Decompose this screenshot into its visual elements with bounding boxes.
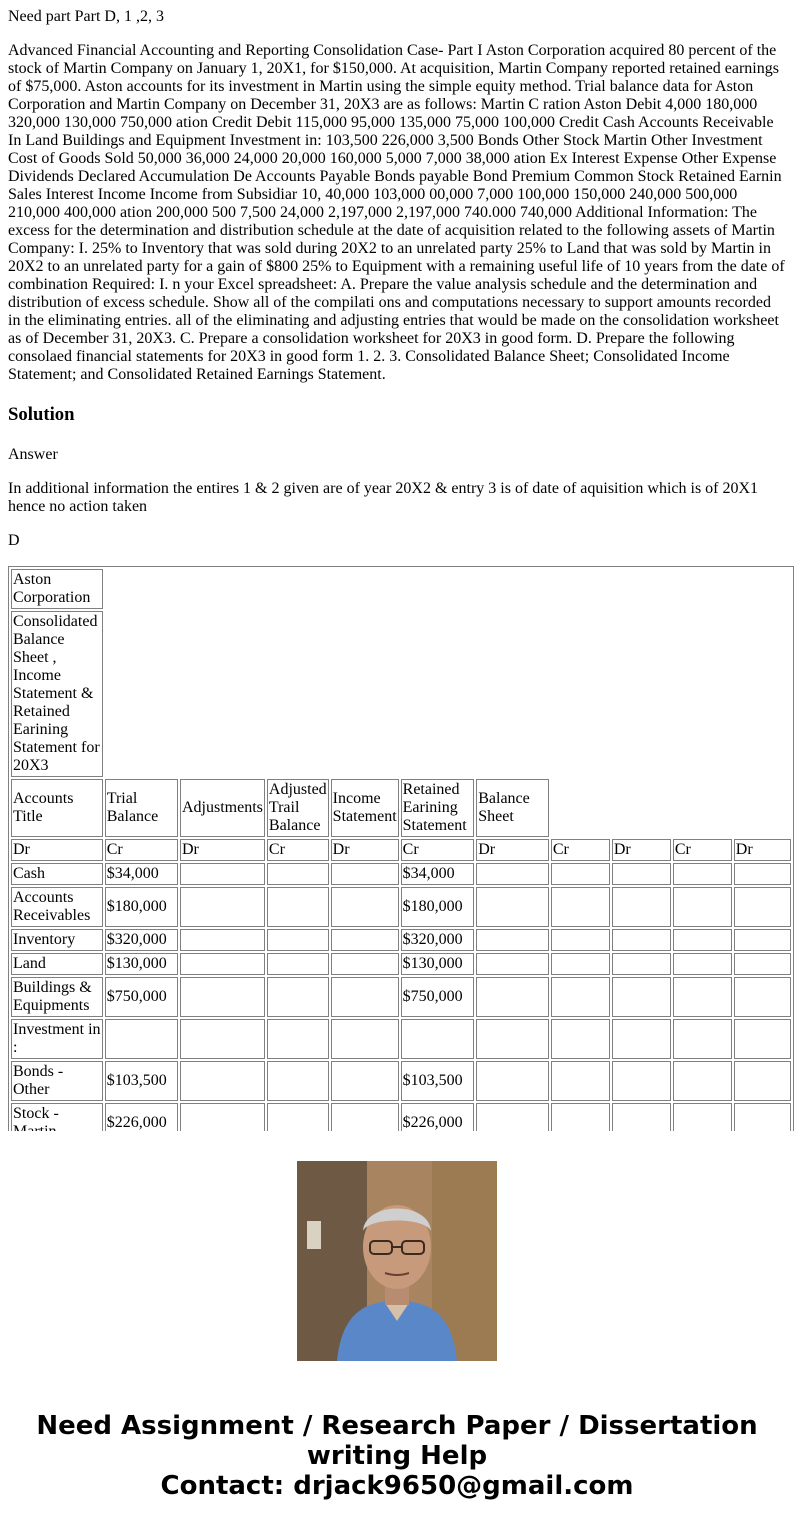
amount-cell — [401, 1019, 475, 1059]
table-row — [11, 953, 791, 975]
amount-cell — [180, 929, 265, 951]
amount-cell — [612, 929, 671, 951]
amount-cell — [476, 977, 549, 1017]
amount-cell — [612, 1019, 671, 1059]
header-cell: Retained Earining Statement — [401, 779, 475, 837]
amount-cell — [551, 977, 610, 1017]
amount-cell — [612, 953, 671, 975]
amount-cell — [267, 887, 329, 927]
promo-contact[interactable]: Contact: drjack9650@gmail.com — [160, 1471, 634, 1501]
amount-cell — [734, 887, 791, 927]
account-title-cell: Land — [11, 953, 103, 975]
amount-cell — [734, 953, 791, 975]
amount-cell — [180, 953, 265, 975]
amount-cell — [476, 863, 549, 885]
amount-cell: $750,000 — [105, 977, 178, 1017]
header-cell: Adjustments — [180, 779, 265, 837]
amount-cell: $226,000 — [105, 1103, 178, 1143]
amount-cell — [612, 977, 671, 1017]
amount-cell — [673, 1061, 732, 1101]
amount-cell — [267, 977, 329, 1017]
worksheet-container — [8, 566, 794, 1131]
account-title-cell: Investment in : — [11, 1019, 103, 1059]
amount-cell — [551, 953, 610, 975]
table-row — [11, 779, 791, 837]
amount-cell — [612, 887, 671, 927]
account-title-cell: Stock - — [11, 1103, 103, 1143]
amount-cell: $34,000 — [401, 863, 475, 885]
amount-cell — [673, 863, 732, 885]
amount-cell — [180, 887, 265, 927]
amount-cell — [331, 887, 399, 927]
person-photo-icon — [297, 1161, 497, 1361]
table-row — [11, 863, 791, 885]
amount-cell — [551, 863, 610, 885]
amount-cell — [331, 1061, 399, 1101]
amount-cell — [267, 1019, 329, 1059]
account-title-cell: Inventory — [11, 929, 103, 951]
amount-cell — [673, 977, 732, 1017]
promo-banner — [0, 1131, 794, 1531]
amount-cell — [734, 863, 791, 885]
amount-cell — [331, 1019, 399, 1059]
header-cell: Trial Balance — [105, 779, 178, 837]
account-title-cell: Cash — [11, 863, 103, 885]
dr-cr-cell: Cr — [551, 839, 610, 861]
amount-cell — [331, 953, 399, 975]
amount-cell: $180,000 — [105, 887, 178, 927]
amount-cell — [673, 1019, 732, 1059]
dr-cr-cell: Dr — [734, 839, 791, 861]
table-row — [11, 1019, 791, 1059]
amount-cell — [551, 887, 610, 927]
page-content — [0, 8, 794, 1131]
amount-cell — [551, 1019, 610, 1059]
account-title-cell: Accounts Receivables — [11, 887, 103, 927]
amount-cell — [734, 1061, 791, 1101]
header-cell: Income Statement — [331, 779, 399, 837]
amount-cell — [180, 1061, 265, 1101]
amount-cell: $320,000 — [105, 929, 178, 951]
amount-cell: $226,000 — [401, 1103, 475, 1143]
amount-cell — [673, 929, 732, 951]
amount-cell: $103,500 — [401, 1061, 475, 1101]
amount-cell: $180,000 — [401, 887, 475, 927]
amount-cell — [734, 1019, 791, 1059]
dr-cr-cell: Dr — [476, 839, 549, 861]
account-title-cell: Bonds - Other — [11, 1061, 103, 1101]
dr-cr-cell: Dr — [331, 839, 399, 861]
dr-cr-cell: Dr — [180, 839, 265, 861]
dr-cr-cell: Cr — [105, 839, 178, 861]
dr-cr-cell: Dr — [11, 839, 103, 861]
table-row — [11, 611, 791, 777]
amount-cell: $130,000 — [105, 953, 178, 975]
table-row — [11, 1061, 791, 1101]
amount-cell — [180, 1019, 265, 1059]
amount-cell — [180, 863, 265, 885]
dr-cr-cell: Cr — [401, 839, 475, 861]
avatar — [297, 1161, 497, 1361]
worksheet-table — [8, 566, 794, 1188]
header-cell: Balance Sheet — [476, 779, 549, 837]
amount-cell — [267, 953, 329, 975]
amount-cell — [551, 1061, 610, 1101]
amount-cell — [476, 953, 549, 975]
amount-cell — [734, 977, 791, 1017]
dr-cr-cell: Dr — [612, 839, 671, 861]
promo-line: writing Help — [306, 1441, 488, 1471]
question-body: Advanced Financial Accounting and Reporting Consolidation Case- Part I Aston Corporation acquired 80 percent of the stock of Martin Company on January 1, 20X1, for $150,000. At acquisition, Martin Company reported retained earnings of $75,000. Aston accounts for its investment in Martin using the simple equity method. Trial balance data for Aston Corporation and Martin Company on December 31, 20X3 are as follows: Martin C ration Aston Debit 4,000 180,000 320,000 130,000 750,000 ation Credit Debit 115,000 95,000 135,000 75,000 100,000 Credit Cash Accounts Receivable In Land Buildings and Equipment Investment in: 103,500 226,000 3,500 Bonds Other Stock Martin Other Investment Cost of Goods Sold 50,000 36,000 24,000 20,000 160,000 5,000 7,000 38,000 ation Ex Interest Expense Other Expense Dividends Declared Accumulation De Accounts Payable Bonds payable Bond Premium Common Stock Retained Earnin Sales Interest Income Income from Subsidiar 10, 40,000 103,000 00,000 7,000 100,000 150,000 240,000 500,000 210,000 400,000 ation 200,000 500 7,500 24,000 2,197,000 2,197,000 740.000 740,000 Additional Information: The excess for the determination and distribution schedule at the date of acquisition related to the following assets of Martin Company: I. 25% to Inventory that was sold during 20X2 to an unrelated party 25% to Land that was sold by Martin in 20X2 to an unrelated party for a gain of $800 25% to Equipment with a remaining useful life of 10 years from the date of combination Required: I. n your Excel spreadsheet: A. Prepare the value analysis schedule and the determination and distribution of excess schedule. Show all of the compilati ons and computations necessary to support amounts recorded in the eliminating entries. all of the eliminating and adjusting entries that would be made on the consolidation worksheet as of December 31, 20X3. C. Prepare a consolidation worksheet for 20X3 in good form. D. Prepare the following consolaed financial statements for 20X3 in good form 1. 2. 3. Consolidated Balance Sheet; Consolidated Income Statement; and Consolidated Retained Earnings Statement. — [8, 42, 785, 383]
table-row — [11, 887, 791, 927]
amount-cell — [180, 977, 265, 1017]
amount-cell — [734, 929, 791, 951]
table-row — [11, 929, 791, 951]
amount-cell — [267, 929, 329, 951]
amount-cell — [612, 863, 671, 885]
question-title: Need part Part D, 1 ,2, 3 — [8, 8, 164, 25]
table-row — [11, 569, 791, 609]
table-row — [11, 977, 791, 1017]
promo-text — [0, 1411, 794, 1501]
amount-cell — [476, 929, 549, 951]
answer-label: Answer — [8, 446, 58, 463]
answer-text: In additional information the entires 1 & 2 given are of year 20X2 & entry 3 is of date of aquisition which is of 20X1 hence no action taken — [8, 480, 759, 515]
statement-title-cell: Consolidated Balance Sheet , Income Statement & Retained Earining Statement for 20X3 — [11, 611, 103, 777]
amount-cell — [673, 953, 732, 975]
amount-cell: $103,500 — [105, 1061, 178, 1101]
amount-cell — [476, 887, 549, 927]
amount-cell — [612, 1061, 671, 1101]
amount-cell — [267, 1061, 329, 1101]
amount-cell — [476, 1061, 549, 1101]
company-cell: Aston Corporation — [11, 569, 103, 609]
amount-cell: $130,000 — [401, 953, 475, 975]
amount-cell — [331, 929, 399, 951]
dr-cr-cell: Cr — [267, 839, 329, 861]
amount-cell — [673, 887, 732, 927]
solution-heading: Solution — [8, 404, 75, 425]
header-cell: Accounts Title — [11, 779, 103, 837]
dr-cr-row — [11, 839, 791, 861]
part-d-label: D — [8, 532, 20, 549]
amount-cell — [551, 929, 610, 951]
amount-cell: $34,000 — [105, 863, 178, 885]
amount-cell — [267, 863, 329, 885]
amount-cell — [331, 977, 399, 1017]
promo-line: Need Assignment / Research Paper / Dissertation — [36, 1411, 758, 1441]
amount-cell: $320,000 — [401, 929, 475, 951]
amount-cell — [331, 863, 399, 885]
dr-cr-cell: Cr — [673, 839, 732, 861]
account-title-cell: Buildings & Equipments — [11, 977, 103, 1017]
amount-cell — [105, 1019, 178, 1059]
amount-cell — [476, 1019, 549, 1059]
header-cell: Adjusted Trail Balance — [267, 779, 329, 837]
amount-cell: $750,000 — [401, 977, 475, 1017]
